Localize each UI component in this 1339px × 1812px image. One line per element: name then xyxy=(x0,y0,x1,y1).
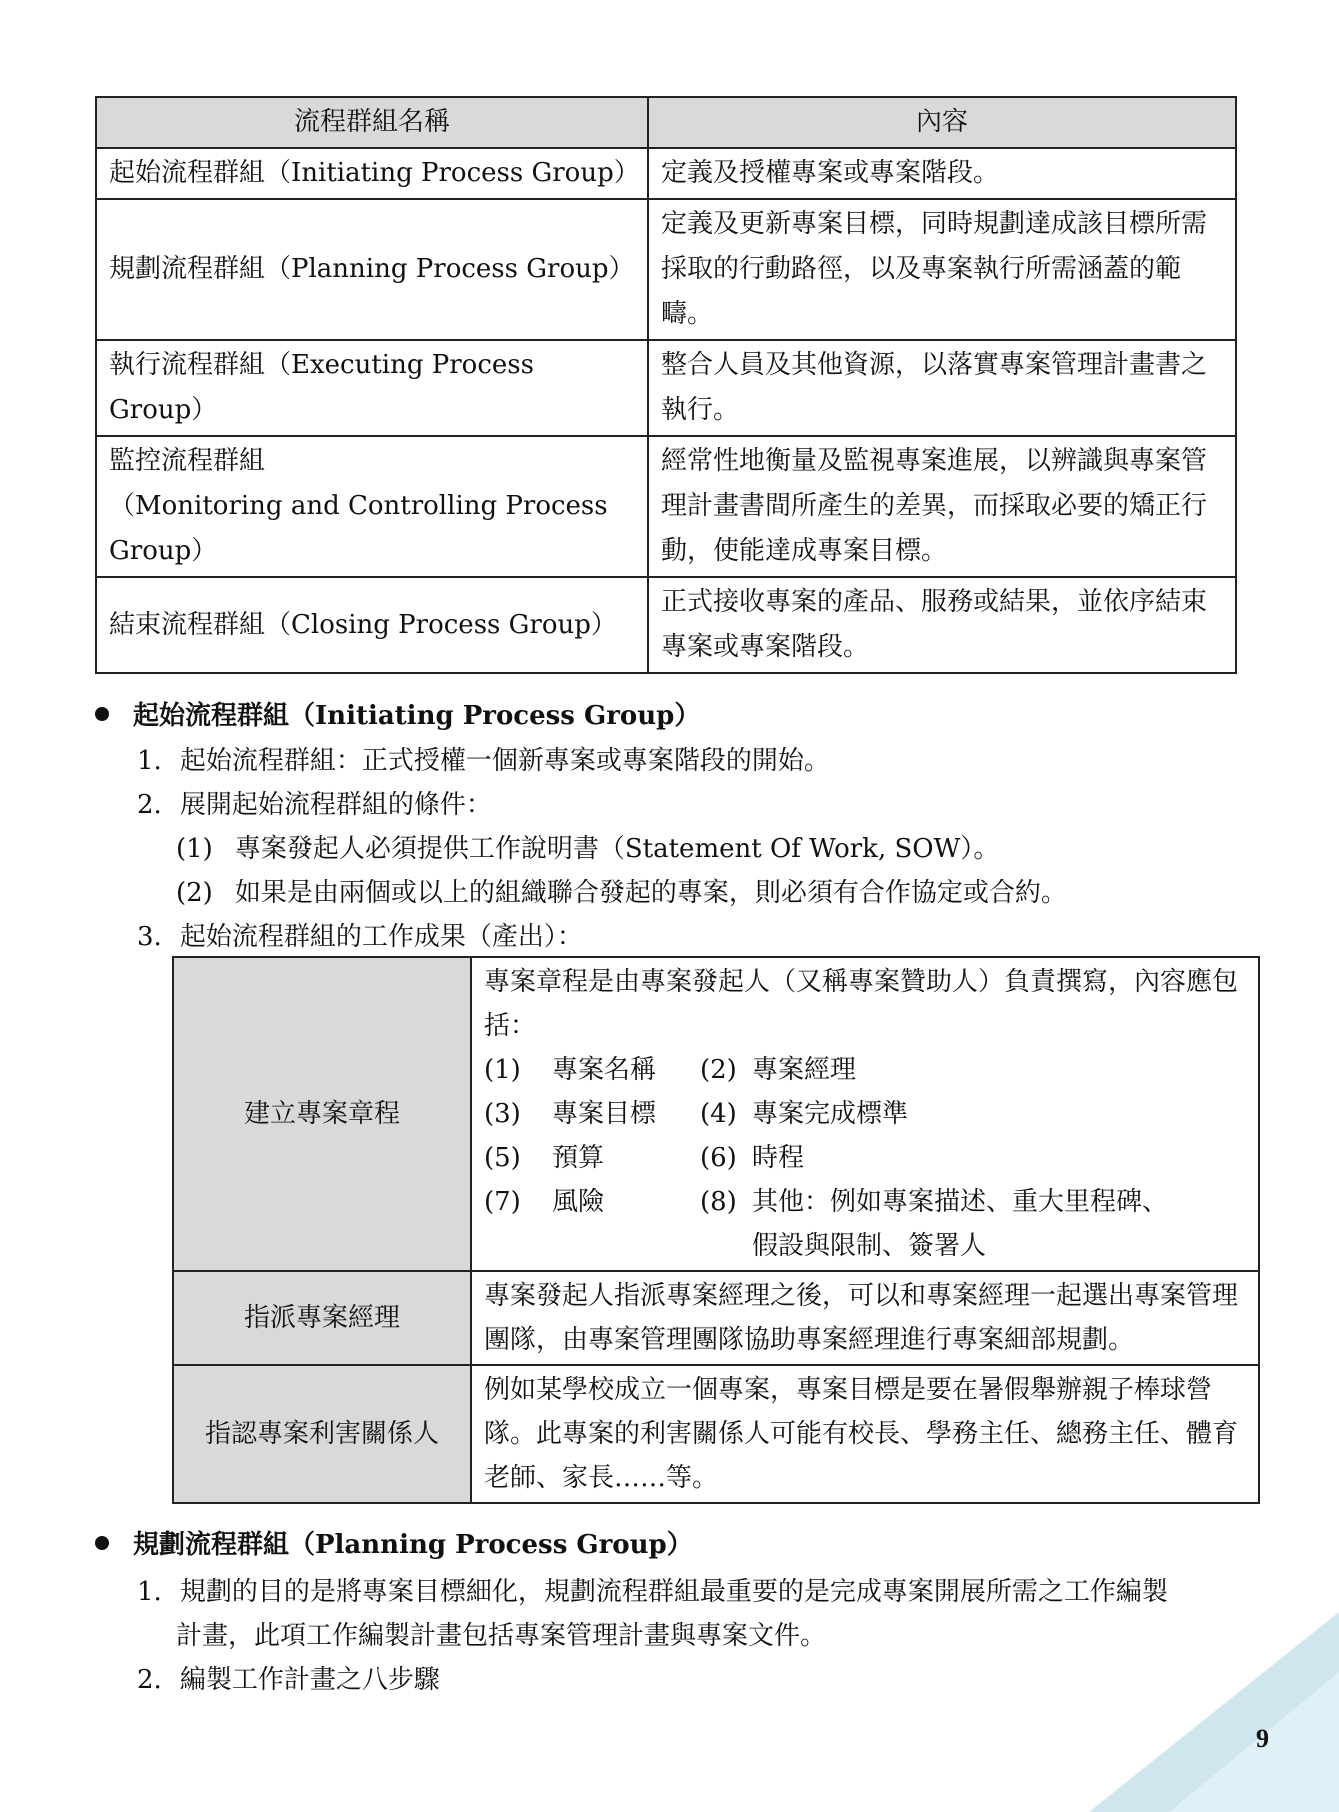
item-number: (1) xyxy=(484,1055,521,1085)
item-number: (7) xyxy=(484,1187,521,1217)
section-title-planning xyxy=(95,1525,693,1565)
item-text: 如果是由兩個或以上的組織聯合發起的專案，則必須有合作協定或合約。 xyxy=(234,878,1067,908)
page-number: 9 xyxy=(1256,1724,1269,1753)
item-number: (2) xyxy=(700,1055,737,1085)
table-row xyxy=(96,436,1236,577)
item-number: 1. xyxy=(137,746,162,776)
row-content: 定義及更新專案目標，同時規劃達成該目標所需採取的行動路徑，以及專案執行所需涵蓋的範疇。 xyxy=(648,199,1236,340)
row-name: 執行流程群組（Executing Process Group） xyxy=(96,340,648,436)
charter-intro: 專案章程是由專案發起人（又稱專案贊助人）負責撰寫，內容應包括： xyxy=(484,967,1239,1041)
bullet-icon xyxy=(95,707,109,721)
row-name: 起始流程群組（Initiating Process Group） xyxy=(96,148,648,199)
item-text: 專案完成標準 xyxy=(752,1099,909,1129)
row-label: 指認專案利害關係人 xyxy=(173,1365,471,1503)
row-content: 整合人員及其他資源，以落實專案管理計畫書之執行。 xyxy=(648,340,1236,436)
row-name-line2: （Monitoring and Controlling Process Group） xyxy=(109,491,608,566)
item-text: 規劃的目的是將專案目標細化，規劃流程群組最重要的是完成專案開展所需之工作編製 xyxy=(179,1577,1168,1607)
item-text: 起始流程群組：正式授權一個新專案或專案階段的開始。 xyxy=(179,746,830,776)
header-name: 流程群組名稱 xyxy=(96,97,648,148)
bullet-icon xyxy=(95,1536,109,1550)
corner-decoration xyxy=(1089,1612,1339,1812)
item-number: 1. xyxy=(137,1577,162,1607)
list-item xyxy=(137,783,492,827)
row-content: 專案發起人指派專案經理之後，可以和專案經理一起選出專案管理團隊，由專案管理團隊協助專案經理進行專案細部規劃。 xyxy=(471,1271,1259,1365)
item-text: 專案發起人必須提供工作說明書（Statement Of Work, SOW）。 xyxy=(234,834,1000,864)
row-content: 定義及授權專案或專案階段。 xyxy=(648,148,1236,199)
row-content xyxy=(471,957,1259,1271)
table-header-row xyxy=(96,97,1236,148)
item-number: (2) xyxy=(176,878,213,908)
list-item-continuation: 計畫，此項工作編製計畫包括專案管理計畫與專案文件。 xyxy=(176,1621,827,1651)
item-number: (8) xyxy=(700,1187,737,1217)
table-row xyxy=(96,148,1236,199)
outputs-table xyxy=(172,956,1260,1504)
process-group-table xyxy=(95,96,1237,674)
row-content: 經常性地衡量及監視專案進展，以辨識與專案管理計畫書間所產生的差異，而採取必要的矯正行動，使能達成專案目標。 xyxy=(648,436,1236,577)
item-number: 2. xyxy=(137,790,162,820)
list-item xyxy=(137,1658,440,1702)
sub-item xyxy=(176,871,1067,915)
item-text: 其他：例如專案描述、重大里程碑、 xyxy=(752,1187,1169,1217)
list-item xyxy=(137,1570,1168,1614)
table-row xyxy=(96,340,1236,436)
item-text: 編製工作計畫之八步驟 xyxy=(179,1665,440,1695)
item-number: (1) xyxy=(176,834,213,864)
table-row xyxy=(173,1271,1259,1365)
item-text: 專案經理 xyxy=(752,1055,857,1085)
item-text: 風險 xyxy=(552,1187,605,1217)
item-text: 專案名稱 xyxy=(552,1055,657,1085)
sub-item xyxy=(176,827,999,871)
table-row xyxy=(96,577,1236,673)
item-text: 起始流程群組的工作成果（產出）： xyxy=(179,922,583,952)
header-content: 內容 xyxy=(648,97,1236,148)
row-name xyxy=(96,436,648,577)
table-row xyxy=(96,199,1236,340)
section-title-text: 規劃流程群組（Planning Process Group） xyxy=(133,1530,693,1560)
table-row xyxy=(173,957,1259,1271)
row-label: 指派專案經理 xyxy=(173,1271,471,1365)
row-name: 結束流程群組（Closing Process Group） xyxy=(96,577,648,673)
section-title-initiating xyxy=(95,696,700,736)
item-text: 預算 xyxy=(552,1143,605,1173)
item-number: 3. xyxy=(137,922,162,952)
charter-items xyxy=(484,1048,1246,1268)
item-number: (3) xyxy=(484,1099,521,1129)
item-number: (4) xyxy=(700,1099,737,1129)
item-text: 假設與限制、簽署人 xyxy=(752,1231,987,1261)
item-text: 專案目標 xyxy=(552,1099,657,1129)
item-number: (6) xyxy=(700,1143,737,1173)
list-item xyxy=(137,739,830,783)
row-content: 正式接收專案的產品、服務或結果，並依序結束專案或專案階段。 xyxy=(648,577,1236,673)
row-name: 規劃流程群組（Planning Process Group） xyxy=(96,199,648,340)
item-text: 展開起始流程群組的條件： xyxy=(179,790,492,820)
section-title-text: 起始流程群組（Initiating Process Group） xyxy=(133,701,701,731)
list-item xyxy=(137,915,583,959)
table-row xyxy=(173,1365,1259,1503)
row-label: 建立專案章程 xyxy=(173,957,471,1271)
item-text: 時程 xyxy=(752,1143,805,1173)
item-number: (5) xyxy=(484,1143,521,1173)
row-content: 例如某學校成立一個專案，專案目標是要在暑假舉辦親子棒球營隊。此專案的利害關係人可能有校長、學務主任、總務主任、體育老師、家長……等。 xyxy=(471,1365,1259,1503)
row-name-line1: 監控流程群組 xyxy=(109,446,266,476)
item-number: 2. xyxy=(137,1665,162,1695)
